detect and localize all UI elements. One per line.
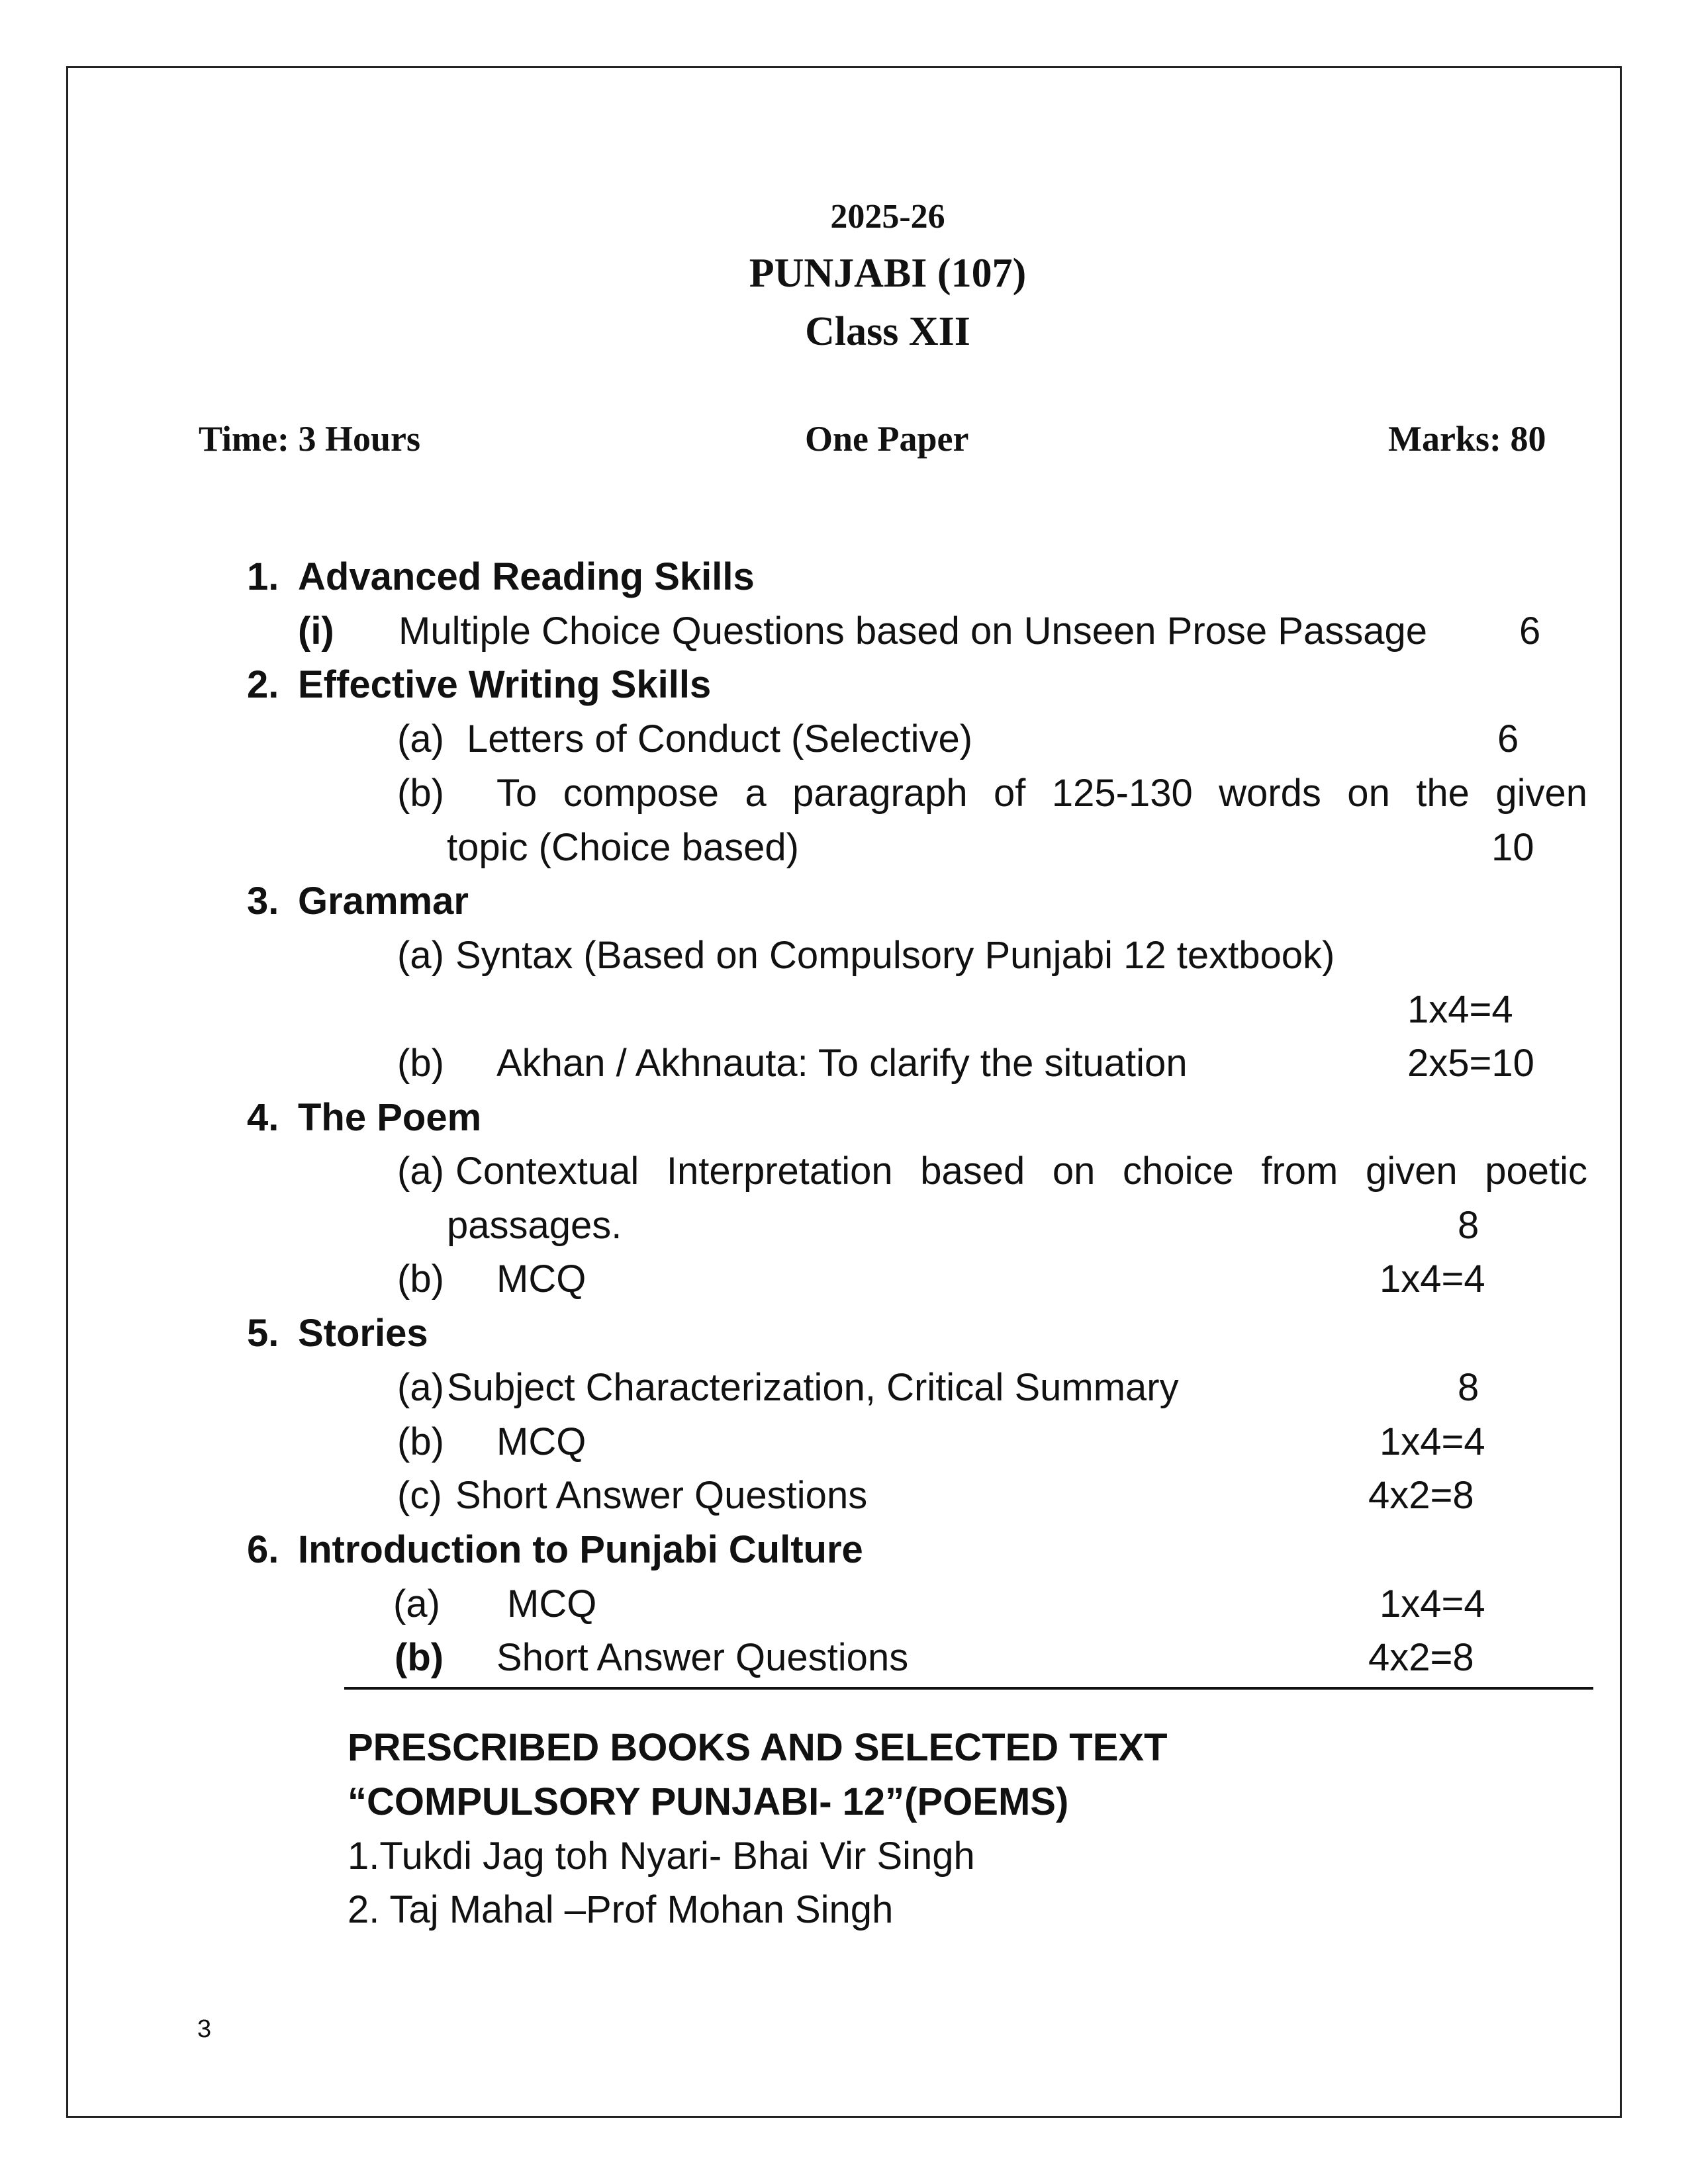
item-marks: 8: [1458, 1204, 1479, 1247]
item-text: Subject Characterization, Critical Summary: [447, 1366, 1179, 1409]
marks-info: Marks: 80: [1388, 419, 1546, 459]
item-text: Letters of Conduct (Selective): [467, 717, 973, 760]
item-marks: 1x4=4: [1380, 1420, 1485, 1463]
item-marks: 2x5=10: [1407, 1042, 1534, 1085]
section-title: Effective Writing Skills: [298, 663, 712, 706]
section-number: 1.: [247, 555, 279, 598]
item-text: Akhan / Akhnauta: To clarify the situation: [496, 1042, 1188, 1085]
item-marks: 10: [1491, 826, 1534, 869]
item-text: Short Answer Questions: [455, 1474, 868, 1517]
item-label: (b): [397, 1042, 444, 1085]
item-label: (b): [397, 1257, 444, 1300]
prescribed-item: 1.Tukdi Jag toh Nyari- Bhai Vir Singh: [348, 1835, 975, 1878]
session-year: 2025-26: [830, 198, 945, 236]
section-title: Introduction to Punjabi Culture: [298, 1528, 863, 1571]
item-marks: 1x4=4: [1380, 1582, 1485, 1625]
item-label: (b): [397, 772, 444, 815]
item-text-continued: passages.: [447, 1204, 622, 1247]
item-marks: 4x2=8: [1368, 1474, 1474, 1517]
item-label: (a): [397, 1366, 444, 1409]
item-label: (a): [397, 717, 444, 760]
section-title: The Poem: [298, 1096, 482, 1139]
item-label: (a): [393, 1582, 440, 1625]
section-title: Grammar: [298, 880, 469, 923]
item-text: Syntax (Based on Compulsory Punjabi 12 textbook): [455, 934, 1335, 977]
item-label: (b): [397, 1420, 444, 1463]
prescribed-subheading: “COMPULSORY PUNJABI- 12”(POEMS): [348, 1780, 1069, 1823]
item-text: To compose a paragraph of 125-130 words on the given: [496, 772, 1587, 815]
item-label: (a): [397, 934, 444, 977]
item-label: (i): [298, 610, 334, 653]
item-marks: 1x4=4: [1380, 1257, 1485, 1300]
section-number: 5.: [247, 1312, 279, 1355]
item-marks: 4x2=8: [1368, 1636, 1474, 1679]
item-text: Multiple Choice Questions based on Unseen Prose Passage: [399, 610, 1428, 653]
item-text: Contextual Interpretation based on choice from given poetic: [455, 1150, 1587, 1193]
divider-rule: [344, 1687, 1593, 1690]
section-title: Advanced Reading Skills: [298, 555, 755, 598]
section-title: Stories: [298, 1312, 428, 1355]
class-title: Class XII: [805, 309, 970, 354]
section-number: 2.: [247, 663, 279, 706]
item-label: (c): [397, 1474, 442, 1517]
item-text: MCQ: [496, 1420, 586, 1463]
item-marks: 8: [1458, 1366, 1479, 1409]
item-marks: 6: [1497, 717, 1519, 760]
prescribed-item: 2. Taj Mahal –Prof Mohan Singh: [348, 1888, 894, 1931]
paper-info: One Paper: [805, 419, 969, 459]
item-label: (a): [397, 1150, 444, 1193]
time-info: Time: 3 Hours: [199, 419, 420, 459]
item-marks: 6: [1519, 610, 1541, 653]
section-number: 4.: [247, 1096, 279, 1139]
subject-title: PUNJABI (107): [749, 251, 1027, 296]
item-marks: 1x4=4: [1407, 988, 1513, 1031]
page-number: 3: [197, 2015, 212, 2043]
item-label: (b): [395, 1636, 444, 1679]
section-number: 6.: [247, 1528, 279, 1571]
section-number: 3.: [247, 880, 279, 923]
item-text: Short Answer Questions: [496, 1636, 909, 1679]
item-text: MCQ: [496, 1257, 586, 1300]
item-text: MCQ: [507, 1582, 597, 1625]
item-text-continued: topic (Choice based): [447, 826, 799, 869]
prescribed-heading: PRESCRIBED BOOKS AND SELECTED TEXT: [348, 1726, 1168, 1769]
